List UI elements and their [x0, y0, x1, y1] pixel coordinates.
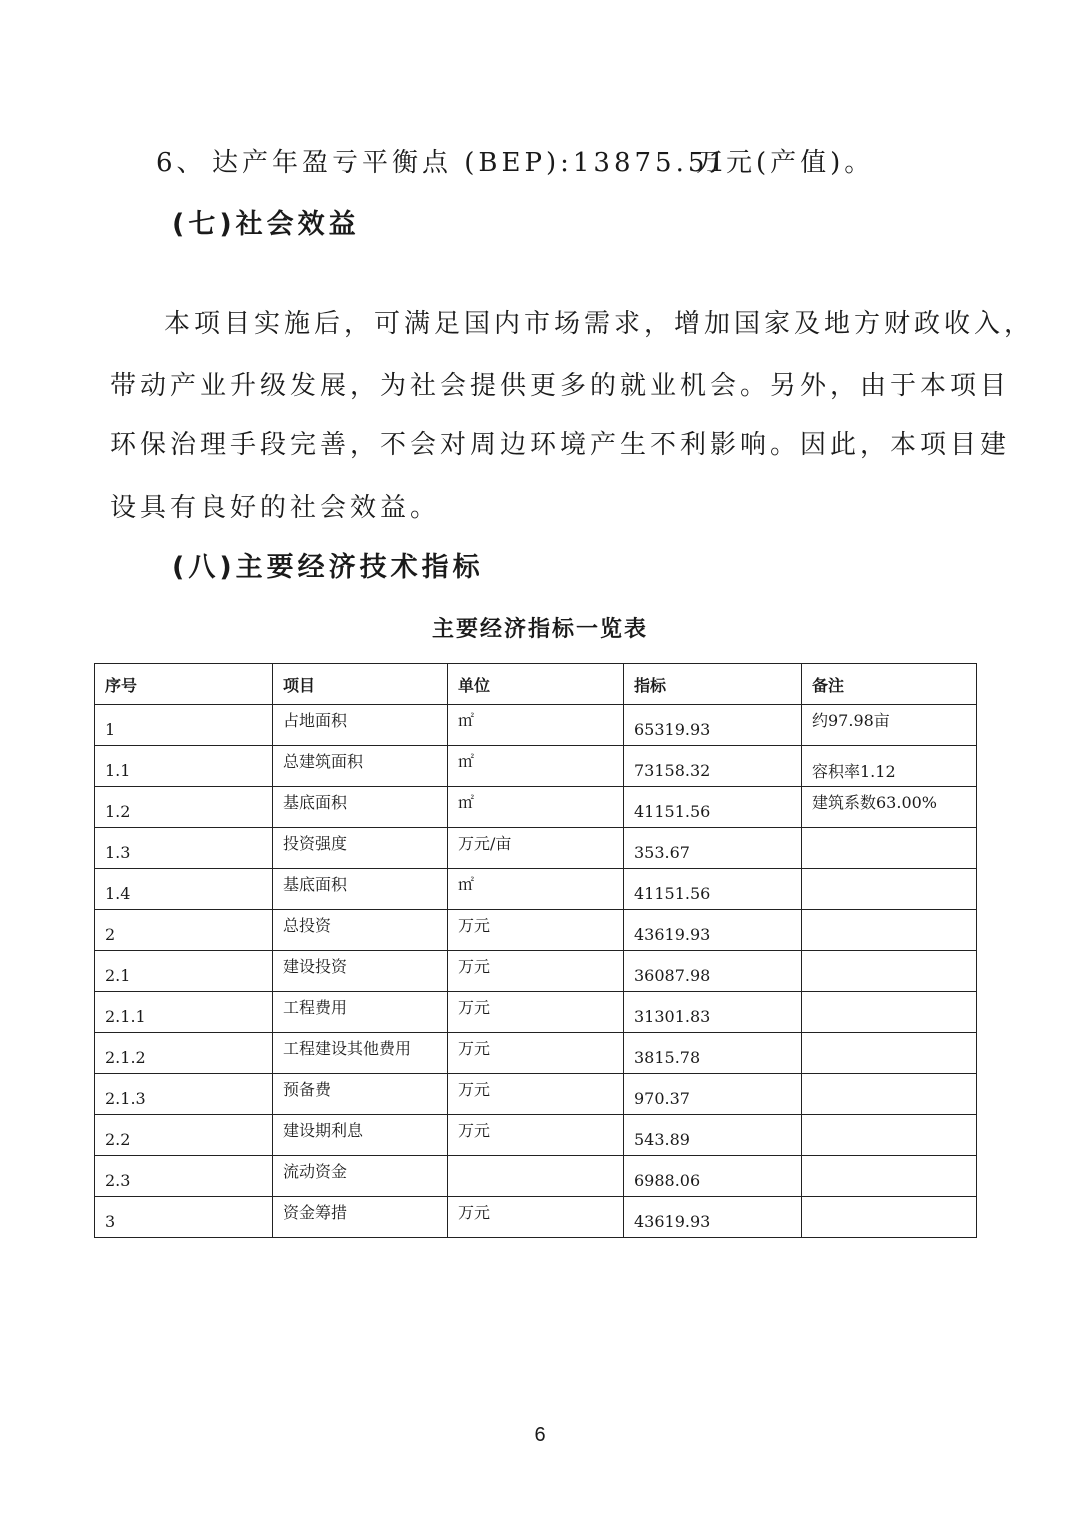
table-cell: 1.4 — [95, 869, 273, 910]
table-row — [95, 992, 977, 1033]
table-row — [95, 1074, 977, 1115]
table-cell: ㎡ — [448, 705, 624, 746]
table-row — [95, 1115, 977, 1156]
paragraph-line: 带动产业升级发展，为社会提供更多的就业机会。另外，由于本项目 — [110, 371, 1011, 401]
table-cell — [802, 992, 977, 1033]
table-cell — [802, 951, 977, 992]
table-cell: 65319.93 — [624, 705, 802, 746]
header-cell: 项目 — [273, 664, 448, 705]
table-row — [95, 746, 977, 787]
table-cell: 2.2 — [95, 1115, 273, 1156]
table-cell: 43619.93 — [624, 1197, 802, 1238]
table-cell: 31301.83 — [624, 992, 802, 1033]
table-cell: 资金筹措 — [273, 1197, 448, 1238]
table-cell: ㎡ — [448, 746, 624, 787]
header-cell: 单位 — [448, 664, 624, 705]
table-cell: 543.89 — [624, 1115, 802, 1156]
table-cell: 2.1.2 — [95, 1033, 273, 1074]
table-cell — [802, 1115, 977, 1156]
table-cell: 43619.93 — [624, 910, 802, 951]
table-cell: 基底面积 — [273, 787, 448, 828]
paragraph-line: 环保治理手段完善，不会对周边环境产生不利影响。因此，本项目建 — [110, 430, 1011, 460]
table-cell: 2.3 — [95, 1156, 273, 1197]
table-cell: 2.1 — [95, 951, 273, 992]
table-row — [95, 1197, 977, 1238]
table-cell: 41151.56 — [624, 869, 802, 910]
table-cell: 预备费 — [273, 1074, 448, 1115]
table-cell: 万元 — [448, 1197, 624, 1238]
table-cell: 万元 — [448, 1033, 624, 1074]
table-row — [95, 951, 977, 992]
table-cell: 建筑系数63.00% — [802, 787, 977, 828]
table-cell: 353.67 — [624, 828, 802, 869]
section-heading-indicators: (八)主要经济技术指标 — [172, 552, 484, 583]
paragraph-line: 本项目实施后，可满足国内市场需求，增加国家及地方财政收入， — [164, 309, 1035, 339]
table-row — [95, 910, 977, 951]
table-cell — [802, 1156, 977, 1197]
table-cell: 建设投资 — [273, 951, 448, 992]
table-cell: 流动资金 — [273, 1156, 448, 1197]
table-row — [95, 1156, 977, 1197]
table-cell: 基底面积 — [273, 869, 448, 910]
section-heading-social-benefit: (七)社会效益 — [172, 209, 360, 240]
header-cell: 指标 — [624, 664, 802, 705]
bep-unit: 万元(产值)。 — [696, 148, 875, 178]
table-cell: 容积率1.12 — [802, 746, 977, 787]
paragraph-line: 设具有良好的社会效益。 — [110, 493, 441, 523]
table-cell: 投资强度 — [273, 828, 448, 869]
table-row — [95, 787, 977, 828]
table-cell: 工程费用 — [273, 992, 448, 1033]
table-row — [95, 705, 977, 746]
table-cell: 3 — [95, 1197, 273, 1238]
table-cell: 1.1 — [95, 746, 273, 787]
table-cell: 万元 — [448, 1115, 624, 1156]
bep-number: 6、 — [156, 148, 207, 178]
table-cell: 万元 — [448, 992, 624, 1033]
bep-label: 达产年盈亏平衡点 (BEP):13875.51 — [212, 148, 729, 178]
table-cell: 万元 — [448, 1074, 624, 1115]
table-cell: 建设期利息 — [273, 1115, 448, 1156]
table-cell: 工程建设其他费用 — [273, 1033, 448, 1074]
table-cell: 万元/亩 — [448, 828, 624, 869]
table-cell: 总投资 — [273, 910, 448, 951]
table-header-row — [95, 664, 977, 705]
table-cell — [448, 1156, 624, 1197]
table-cell: 约97.98亩 — [802, 705, 977, 746]
table-cell: 6988.06 — [624, 1156, 802, 1197]
table-cell — [802, 910, 977, 951]
page-number: 6 — [534, 1424, 546, 1446]
table-cell: 36087.98 — [624, 951, 802, 992]
table-cell: 2 — [95, 910, 273, 951]
table-cell: 970.37 — [624, 1074, 802, 1115]
table-cell: 总建筑面积 — [273, 746, 448, 787]
table-cell: 1.3 — [95, 828, 273, 869]
indicators-table — [94, 663, 977, 1238]
table-cell — [802, 1074, 977, 1115]
table-cell — [802, 869, 977, 910]
table-row — [95, 1033, 977, 1074]
table-cell: 73158.32 — [624, 746, 802, 787]
table-cell: 万元 — [448, 910, 624, 951]
table-cell: 2.1.3 — [95, 1074, 273, 1115]
table-cell: 1 — [95, 705, 273, 746]
table-cell: ㎡ — [448, 869, 624, 910]
header-cell: 序号 — [95, 664, 273, 705]
header-cell: 备注 — [802, 664, 977, 705]
table-cell: 3815.78 — [624, 1033, 802, 1074]
table-cell — [802, 1033, 977, 1074]
table-title: 主要经济指标一览表 — [431, 617, 648, 642]
table-row — [95, 869, 977, 910]
table-cell: 万元 — [448, 951, 624, 992]
table-cell: ㎡ — [448, 787, 624, 828]
table-cell: 41151.56 — [624, 787, 802, 828]
table-cell: 占地面积 — [273, 705, 448, 746]
table-cell — [802, 828, 977, 869]
table-cell: 1.2 — [95, 787, 273, 828]
table-cell — [802, 1197, 977, 1238]
table-row — [95, 828, 977, 869]
table-cell: 2.1.1 — [95, 992, 273, 1033]
